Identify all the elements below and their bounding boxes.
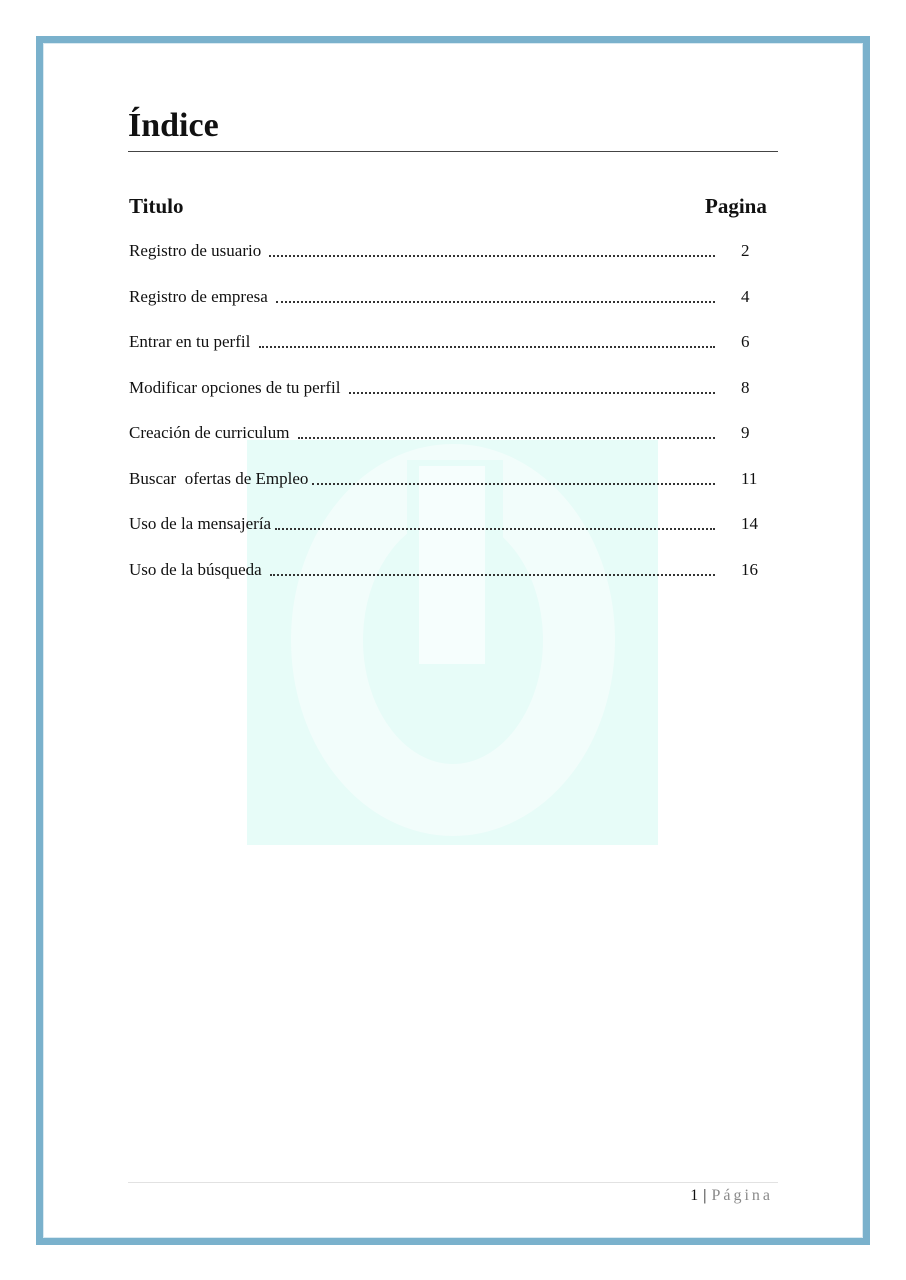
page-footer [690,1185,773,1207]
toc-entry-page: 6 [741,332,750,351]
toc-entry-page: 11 [741,468,758,488]
toc-dot-leader [259,330,715,348]
toc-entry-page: 8 [741,377,750,397]
toc-entry-label: Modificar opciones de tu perfil [129,377,345,397]
toc-entry[interactable] [129,558,769,604]
toc-dot-leader [276,285,715,303]
toc-entry-label: Buscar ofertas de Empleo [129,468,309,488]
toc-entry[interactable] [129,421,769,467]
toc-dot-leader [312,467,715,485]
toc-entry-label: Creación de curriculum [129,423,294,442]
toc-dot-leader [275,512,715,530]
toc-entry-label: Uso de la mensajería [129,514,272,533]
toc-entry[interactable] [129,239,769,285]
toc-dot-leader [270,558,715,576]
toc-entry-page: 2 [741,241,750,260]
toc-entry-page: 9 [741,423,750,442]
toc-entry-label: Registro de empresa [129,286,273,306]
toc-entry-label: Entrar en tu perfil [129,332,255,351]
footer-rule [128,1182,778,1183]
footer-page-word: Página [711,1187,773,1204]
footer-page-number: 1 [690,1187,699,1204]
toc-dot-leader [269,239,715,257]
footer-separator: | [703,1187,707,1204]
column-header-title: Titulo [129,194,184,218]
column-header-page: Pagina [705,194,767,218]
toc-entry-label: Uso de la búsqueda [129,559,266,579]
toc-entry[interactable] [129,467,769,513]
page-title: Índice [128,107,219,144]
toc-entry[interactable] [129,330,769,376]
table-of-contents [129,239,769,603]
toc-entry[interactable] [129,285,769,331]
toc-entry[interactable] [129,376,769,422]
toc-entry-label: Registro de usuario [129,241,266,260]
toc-dot-leader [298,421,715,439]
title-underline [128,151,778,152]
toc-entry-page: 16 [741,559,758,579]
toc-dot-leader [349,376,715,394]
toc-entry-page: 4 [741,286,750,306]
toc-entry[interactable] [129,512,769,558]
toc-entry-page: 14 [741,514,758,533]
